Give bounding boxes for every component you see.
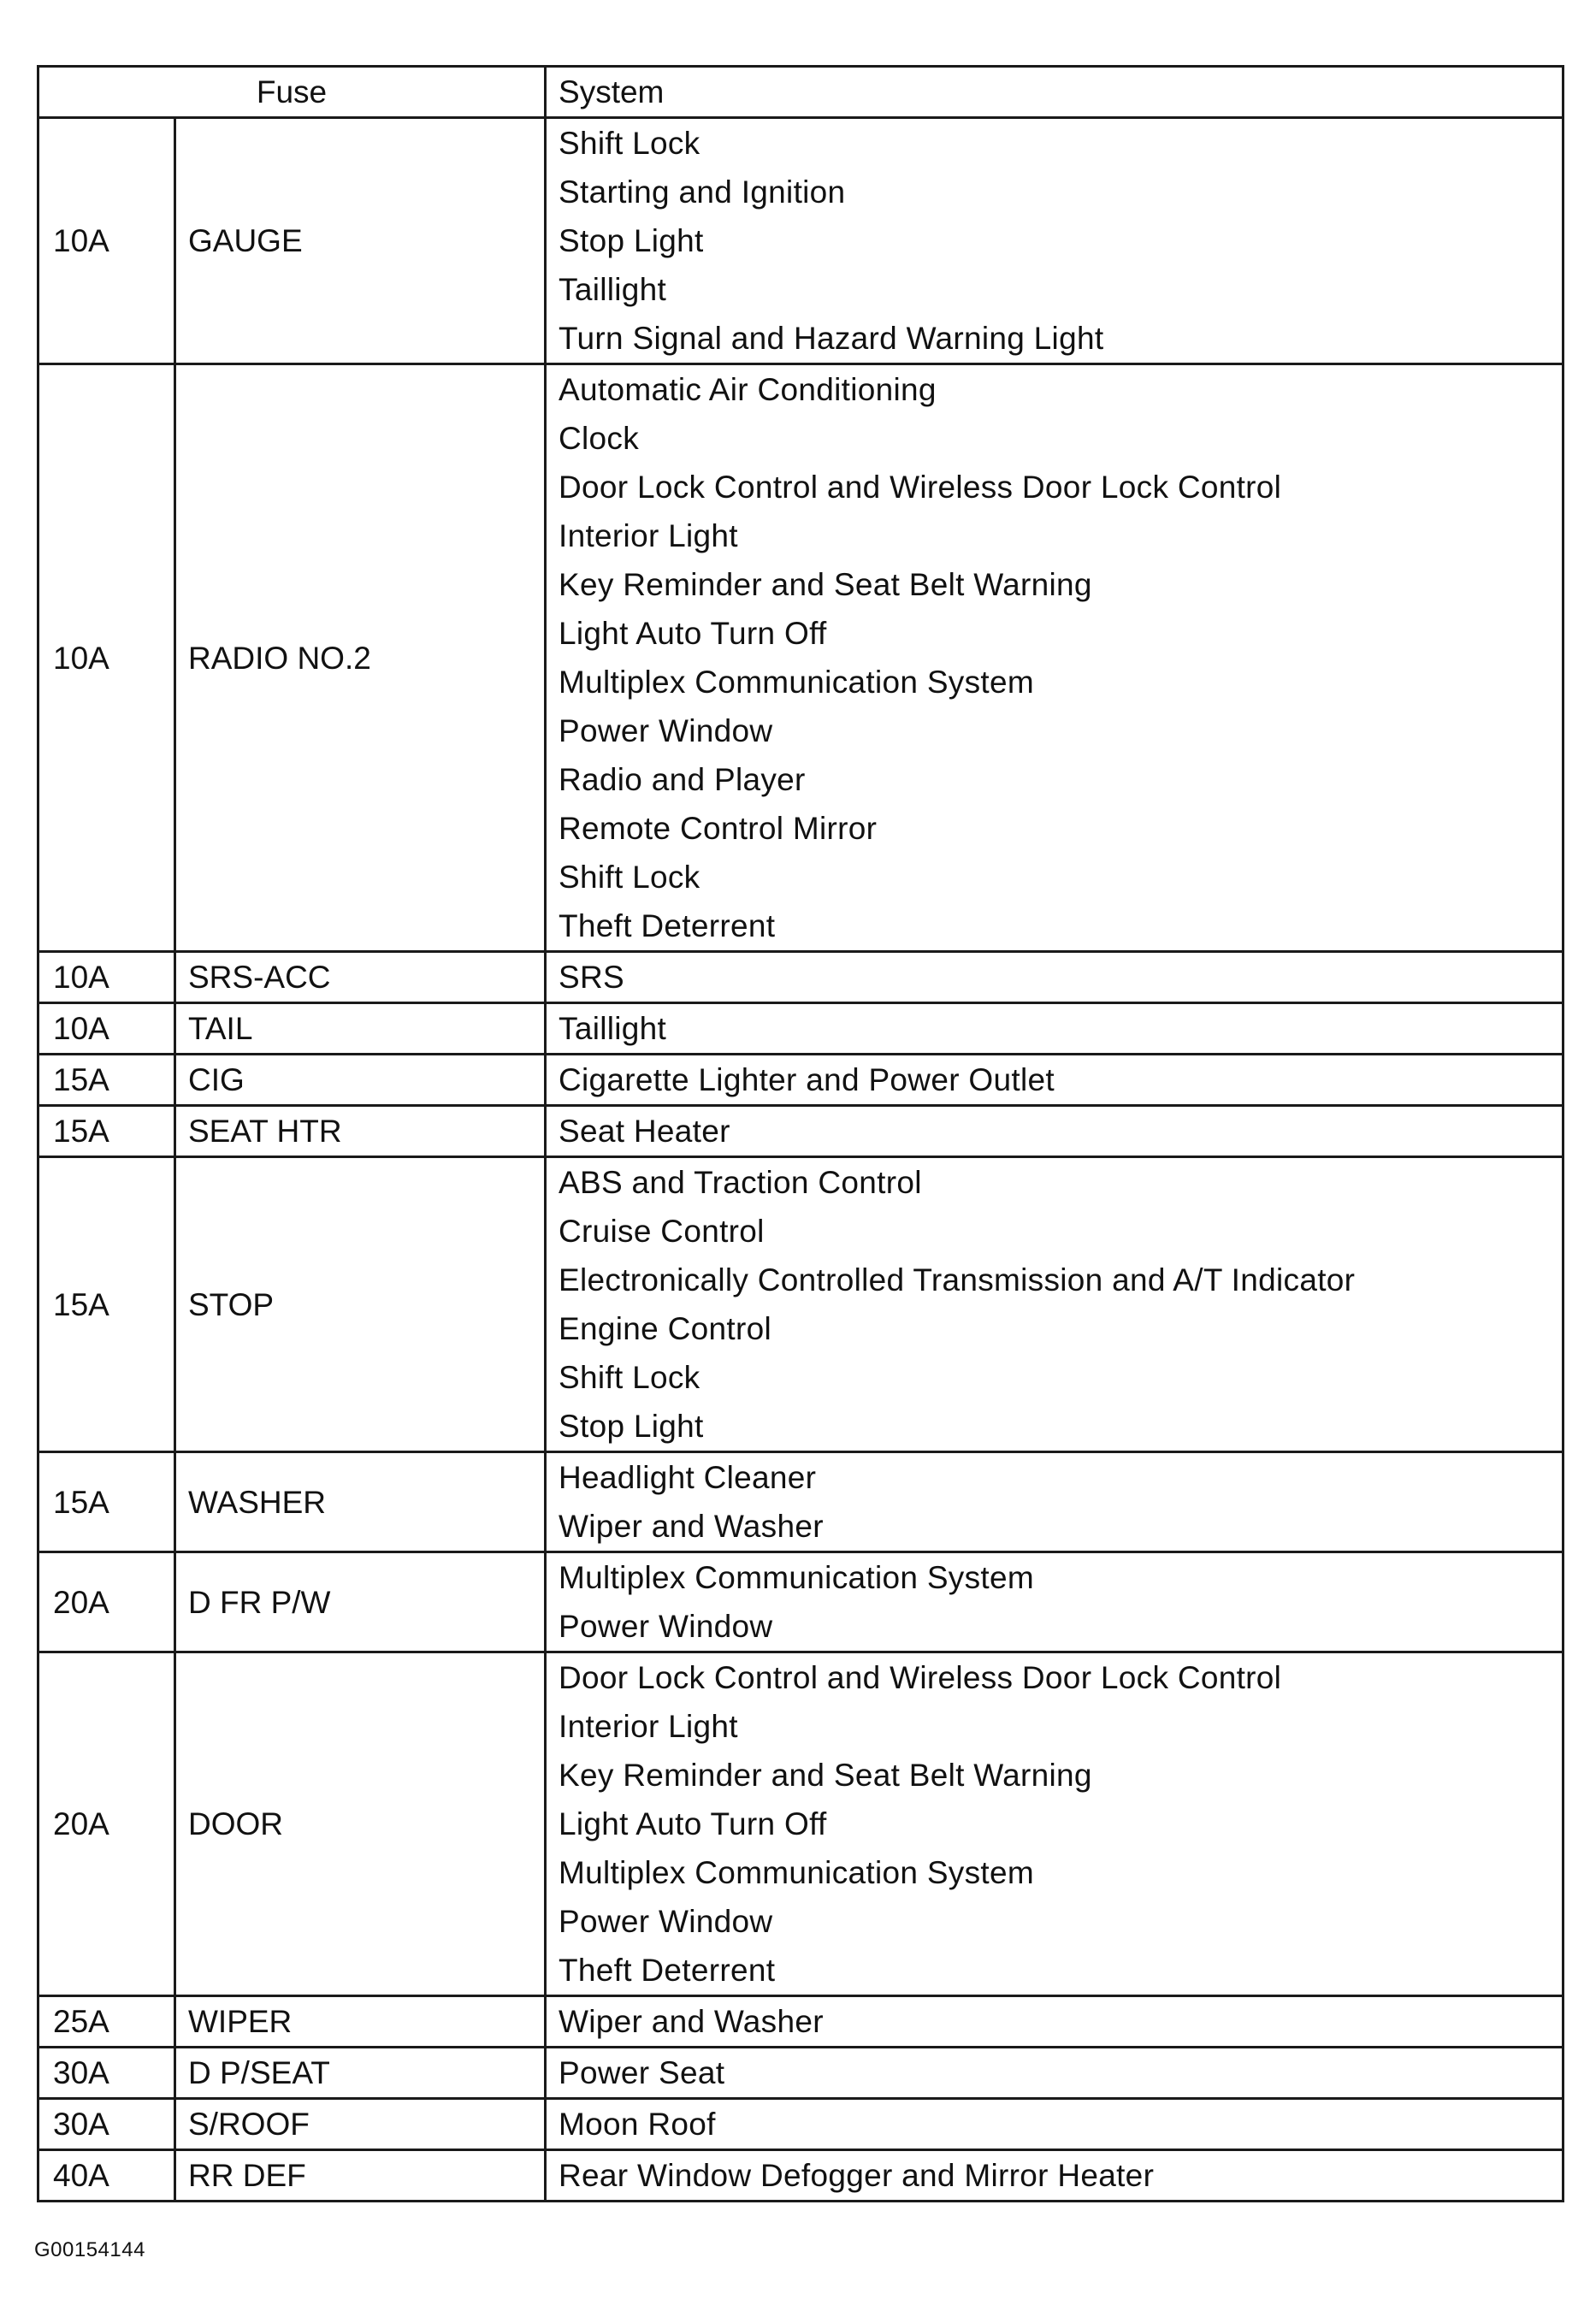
system-item: Wiper and Washer (559, 2004, 824, 2039)
fuse-name: D P/SEAT (175, 2048, 546, 2099)
table-row (38, 1055, 1563, 1106)
system-item: Cruise Control (559, 1214, 765, 1249)
system-item: Turn Signal and Hazard Warning Light (559, 321, 1104, 356)
fuse-amperage: 10A (38, 1003, 175, 1055)
system-list (546, 118, 1563, 364)
system-item: Multiplex Communication System (559, 665, 1034, 700)
table-header-row (38, 67, 1563, 118)
system-item: Seat Heater (559, 1114, 730, 1149)
system-list (546, 1055, 1563, 1106)
system-list (546, 1003, 1563, 1055)
table-row (38, 1452, 1563, 1552)
fuse-amperage: 20A (38, 1552, 175, 1652)
system-item: Light Auto Turn Off (559, 616, 827, 651)
table-row (38, 2048, 1563, 2099)
fuse-name: RR DEF (175, 2150, 546, 2202)
fuse-amperage: 20A (38, 1652, 175, 1996)
system-item: Clock (559, 421, 640, 456)
table-row (38, 1652, 1563, 1996)
system-list (546, 1552, 1563, 1652)
fuse-table (37, 65, 1564, 2202)
system-item: Door Lock Control and Wireless Door Lock Control (559, 470, 1282, 505)
system-item: Headlight Cleaner (559, 1460, 817, 1495)
system-item: Taillight (559, 1011, 667, 1046)
system-item: Remote Control Mirror (559, 811, 878, 846)
system-item: Engine Control (559, 1311, 771, 1346)
fuse-amperage: 10A (38, 118, 175, 364)
system-item: Electronically Controlled Transmission and A/T Indicator (559, 1262, 1356, 1297)
system-list (546, 2150, 1563, 2202)
system-item: Stop Light (559, 223, 704, 258)
system-list (546, 364, 1563, 952)
system-item: Shift Lock (559, 860, 700, 895)
fuse-amperage: 15A (38, 1157, 175, 1452)
fuse-amperage: 10A (38, 952, 175, 1003)
system-item: Rear Window Defogger and Mirror Heater (559, 2158, 1155, 2193)
system-item: Shift Lock (559, 126, 700, 161)
system-item: Taillight (559, 272, 667, 307)
system-item: SRS (559, 960, 624, 995)
fuse-amperage: 15A (38, 1452, 175, 1552)
system-item: Interior Light (559, 1709, 738, 1744)
fuse-name: WASHER (175, 1452, 546, 1552)
system-list (546, 1452, 1563, 1552)
system-item: Automatic Air Conditioning (559, 372, 937, 407)
fuse-amperage: 10A (38, 364, 175, 952)
system-item: Power Seat (559, 2055, 725, 2090)
fuse-name: STOP (175, 1157, 546, 1452)
fuse-amperage: 15A (38, 1055, 175, 1106)
table-row (38, 2150, 1563, 2202)
table-row (38, 1157, 1563, 1452)
table-row (38, 1003, 1563, 1055)
fuse-amperage: 40A (38, 2150, 175, 2202)
system-item: Interior Light (559, 518, 738, 553)
system-item: Door Lock Control and Wireless Door Lock Control (559, 1660, 1282, 1695)
system-item: Power Window (559, 1904, 773, 1939)
system-item: Theft Deterrent (559, 908, 776, 943)
fuse-name: WIPER (175, 1996, 546, 2048)
system-item: Cigarette Lighter and Power Outlet (559, 1062, 1055, 1097)
system-item: Power Window (559, 713, 773, 748)
system-item: Multiplex Communication System (559, 1560, 1034, 1595)
system-item: ABS and Traction Control (559, 1165, 922, 1200)
system-item: Light Auto Turn Off (559, 1806, 827, 1841)
system-item: Stop Light (559, 1409, 704, 1444)
system-item: Wiper and Washer (559, 1509, 824, 1544)
fuse-amperage: 15A (38, 1106, 175, 1157)
table-row (38, 1552, 1563, 1652)
system-item: Starting and Ignition (559, 174, 846, 210)
fuse-amperage: 30A (38, 2099, 175, 2150)
fuse-column-header: Fuse (38, 67, 546, 118)
table-row (38, 1996, 1563, 2048)
fuse-amperage: 25A (38, 1996, 175, 2048)
system-item: Moon Roof (559, 2107, 716, 2142)
table-row (38, 952, 1563, 1003)
fuse-name: RADIO NO.2 (175, 364, 546, 952)
fuse-name: SEAT HTR (175, 1106, 546, 1157)
system-list (546, 1106, 1563, 1157)
fuse-name: TAIL (175, 1003, 546, 1055)
table-row (38, 1106, 1563, 1157)
system-item: Shift Lock (559, 1360, 700, 1395)
system-item: Multiplex Communication System (559, 1855, 1034, 1890)
fuse-name: CIG (175, 1055, 546, 1106)
system-item: Power Window (559, 1609, 773, 1644)
fuse-name: SRS-ACC (175, 952, 546, 1003)
table-row (38, 364, 1563, 952)
system-column-header: System (546, 67, 1563, 118)
system-list (546, 2048, 1563, 2099)
system-list (546, 1996, 1563, 2048)
system-list (546, 1157, 1563, 1452)
system-item: Key Reminder and Seat Belt Warning (559, 567, 1092, 602)
fuse-name: DOOR (175, 1652, 546, 1996)
table-row (38, 2099, 1563, 2150)
fuse-amperage: 30A (38, 2048, 175, 2099)
figure-id: G00154144 (34, 2238, 145, 2261)
system-item: Key Reminder and Seat Belt Warning (559, 1758, 1092, 1793)
system-item: Theft Deterrent (559, 1953, 776, 1988)
fuse-name: D FR P/W (175, 1552, 546, 1652)
system-list (546, 1652, 1563, 1996)
fuse-name: S/ROOF (175, 2099, 546, 2150)
fuse-name: GAUGE (175, 118, 546, 364)
table-row (38, 118, 1563, 364)
fuse-rows (38, 118, 1563, 2202)
system-item: Radio and Player (559, 762, 806, 797)
system-list (546, 952, 1563, 1003)
system-list (546, 2099, 1563, 2150)
